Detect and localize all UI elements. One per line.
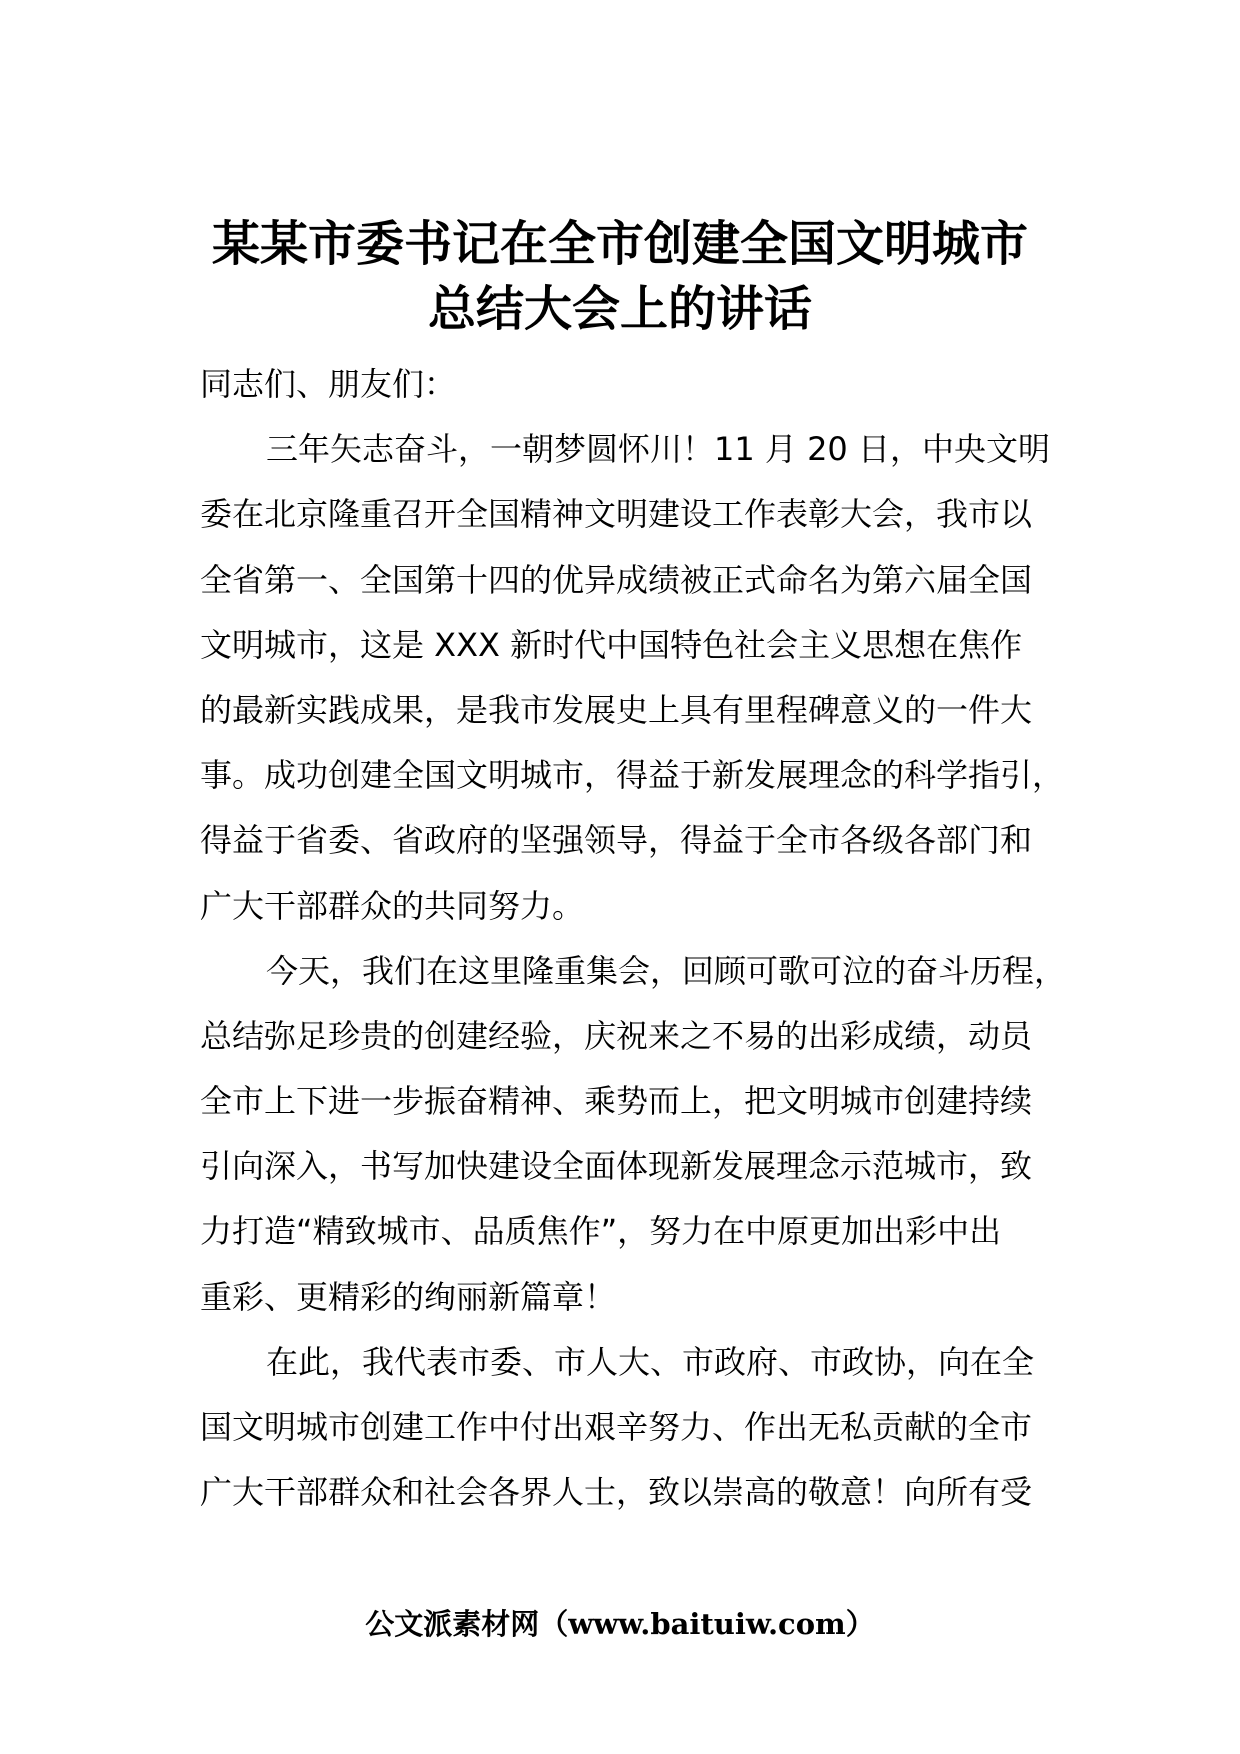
paragraph-1-line-2: 委在北京隆重召开全国精神文明建设工作表彰大会，我市以: [200, 495, 1033, 534]
paragraph-2-line-1: 今天，我们在这里隆重集会，回顾可歌可泣的奋斗历程，: [266, 951, 1067, 990]
paragraph-1-line-6: 事。成功创建全国文明城市，得益于新发展理念的科学指引，: [200, 756, 1065, 795]
salutation: 同志们、朋友们：: [200, 365, 457, 403]
paragraph-2-line-4: 引向深入，书写加快建设全面体现新发展理念示范城市，致: [200, 1147, 1033, 1186]
paragraph-3-line-2: 国文明城市创建工作中付出艰辛努力、作出无私贡献的全市: [200, 1408, 1033, 1446]
paragraph-1-line-7: 得益于省委、省政府的坚强领导，得益于全市各级各部门和: [200, 821, 1033, 860]
document-title-line-2: 总结大会上的讲话: [427, 281, 812, 337]
document-body: [200, 352, 1070, 1525]
document-title-line-1: 某某市委书记在全市创建全国文明城市: [211, 216, 1028, 272]
paragraph-3-line-3: 广大干部群众和社会各界人士，致以崇高的敬意！向所有受: [200, 1473, 1033, 1512]
paragraph-2-line-3: 全市上下进一步振奋精神、乘势而上，把文明城市创建持续: [200, 1082, 1033, 1121]
paragraph-1-line-4: 文明城市，这是 XXX 新时代中国特色社会主义思想在焦作: [200, 625, 1023, 664]
paragraph-1-line-1: 三年矢志奋斗，一朝梦圆怀川！11 月 20 日，中央文明: [266, 430, 1050, 469]
paragraph-2-line-2: 总结弥足珍贵的创建经验，庆祝来之不易的出彩成绩，动员: [200, 1016, 1033, 1055]
paragraph-1-line-3: 全省第一、全国第十四的优异成绩被正式命名为第六届全国: [200, 560, 1033, 599]
paragraph-1-line-8: 广大干部群众的共同努力。: [200, 886, 585, 925]
paragraph-3-line-1: 在此，我代表市委、市人大、市政府、市政协，向在全: [266, 1342, 1035, 1381]
paragraph-1-line-5: 的最新实践成果，是我市发展史上具有里程碑意义的一件大: [200, 690, 1033, 729]
paragraph-2-line-6: 重彩、更精彩的绚丽新篇章！: [200, 1277, 617, 1316]
footer-watermark: 公文派素材网（www.baituiw.com）: [365, 1607, 875, 1641]
paragraph-2-line-5: 力打造“精致城市、品质焦作”，努力在中原更加出彩中出: [200, 1212, 1002, 1251]
